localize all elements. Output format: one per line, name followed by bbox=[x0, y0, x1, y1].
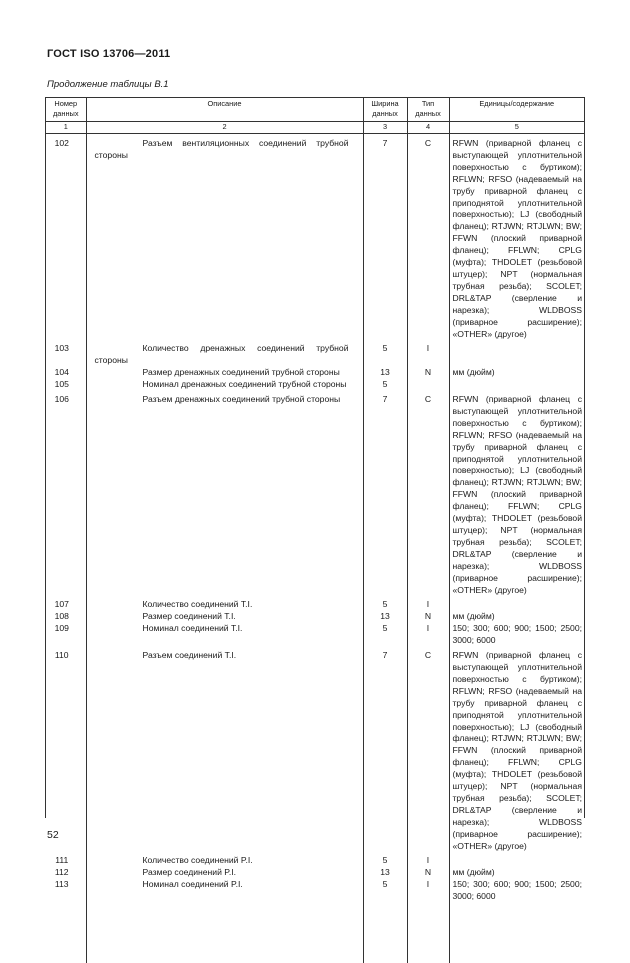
row-units-cell bbox=[449, 855, 584, 867]
row-units-cell: RFWN (приварной фланец с выступающей уплотнительной поверхностью с буртиком); RFLWN; RFSO (надеваемый на трубу приварной фланец с приподнятой уплотнительной поверхностью); LJ (свободный фланец); RTJWN; RTJLWN; BW; FFWN (плоский приварной фланец); FFLWN; CPLG (муфта); THDOLET (резьбовой штуцер); NPT (нормальная трубная резьба); SCOLET; DRL&TAP (сверление и нарезка); WLDBOSS (приварное расширение); «OTHER» (другое) bbox=[452, 650, 582, 851]
table-row bbox=[46, 343, 584, 367]
row-number-cell: 108 bbox=[46, 611, 86, 623]
row-width-cell: 7 bbox=[363, 394, 407, 596]
column-number: 2 bbox=[86, 122, 363, 134]
row-description-cell bbox=[86, 367, 363, 379]
row-width-cell: 5 bbox=[363, 855, 407, 867]
document-title: ГОСТ ISO 13706—2011 bbox=[47, 48, 171, 60]
row-width-cell: 13 bbox=[363, 367, 407, 379]
table-row bbox=[46, 650, 584, 852]
row-type-cell: N bbox=[407, 611, 449, 623]
row-description-cell bbox=[86, 879, 363, 903]
row-number-cell: 111 bbox=[46, 855, 86, 867]
row-description-cell bbox=[86, 855, 363, 867]
row-number-cell: 105 bbox=[46, 379, 86, 391]
row-units-cell: 150; 300; 600; 900; 1500; 2500; 3000; 6000 bbox=[452, 879, 582, 902]
header-units: Единицы/содержание bbox=[449, 98, 584, 122]
row-number-cell: 106 bbox=[46, 394, 86, 596]
row-width-cell: 5 bbox=[363, 599, 407, 611]
row-number-cell: 102 bbox=[46, 134, 86, 341]
table-row bbox=[46, 599, 584, 611]
row-units-cell: RFWN (приварной фланец с выступающей уплотнительной поверхностью с буртиком); RFLWN; RFSO (надеваемый на трубу приварной фланец с приподнятой уплотнительной поверхностью); LJ (свободный фланец); RTJWN; RTJLWN; BW; FFWN (плоский приварной фланец); FFLWN; CPLG (муфта); THDOLET (резьбовой штуцер); NPT (нормальная трубная резьба); SCOLET; DRL&TAP (сверление и нарезка); WLDBOSS (приварное расширение); «OTHER» (другое) bbox=[452, 394, 582, 595]
row-description-text: Разъем вентиляционных соединений трубной стороны bbox=[94, 138, 349, 160]
row-width-cell: 5 bbox=[363, 623, 407, 647]
column-number: 1 bbox=[46, 122, 86, 134]
row-description-text: Размер соединений P.I. bbox=[142, 867, 237, 878]
row-type-cell: C bbox=[407, 134, 449, 341]
row-type-cell: C bbox=[407, 394, 449, 596]
filler-cell bbox=[46, 903, 86, 963]
row-description-cell bbox=[86, 394, 363, 596]
column-number: 3 bbox=[363, 122, 407, 134]
row-units-cell bbox=[449, 343, 584, 367]
row-number-cell: 107 bbox=[46, 599, 86, 611]
row-description-cell bbox=[86, 379, 363, 391]
row-number-cell: 103 bbox=[46, 343, 86, 367]
row-description-text: Количество соединений P.I. bbox=[142, 855, 253, 866]
table-row bbox=[46, 394, 584, 596]
row-width-cell: 5 bbox=[363, 343, 407, 367]
row-width-cell: 13 bbox=[363, 867, 407, 879]
row-description-cell bbox=[86, 134, 363, 341]
row-width-cell: 5 bbox=[363, 879, 407, 903]
row-number-cell: 109 bbox=[46, 623, 86, 647]
row-type-cell: I bbox=[407, 343, 449, 367]
row-number-cell: 112 bbox=[46, 867, 86, 879]
row-description-cell bbox=[86, 650, 363, 852]
header-type: Тип данных bbox=[407, 98, 449, 122]
table-filler-row bbox=[46, 903, 584, 963]
row-description-text: Разъем дренажных соединений трубной стороны bbox=[142, 394, 341, 405]
row-type-cell bbox=[407, 379, 449, 391]
data-table bbox=[46, 98, 584, 963]
table-row bbox=[46, 855, 584, 867]
row-description-text: Размер дренажных соединений трубной стороны bbox=[142, 367, 340, 378]
row-type-cell: I bbox=[407, 855, 449, 867]
row-width-cell: 7 bbox=[363, 650, 407, 852]
filler-cell bbox=[449, 903, 584, 963]
row-description-cell bbox=[86, 599, 363, 611]
table-caption: Продолжение таблицы В.1 bbox=[47, 79, 169, 90]
table-row bbox=[46, 867, 584, 879]
row-units-cell: 150; 300; 600; 900; 1500; 2500; 3000; 6000 bbox=[452, 623, 582, 646]
table-header-row bbox=[46, 98, 584, 122]
row-description-text: Количество дренажных соединений трубной стороны bbox=[94, 343, 349, 366]
row-width-cell: 5 bbox=[363, 379, 407, 391]
row-description-cell bbox=[86, 867, 363, 879]
row-units-cell bbox=[449, 599, 584, 611]
page-number: 52 bbox=[47, 829, 59, 841]
table-row bbox=[46, 611, 584, 623]
header-description: Описание bbox=[86, 98, 363, 122]
column-number-row bbox=[46, 122, 584, 134]
row-type-cell: I bbox=[407, 599, 449, 611]
row-description-text: Количество соединений T.I. bbox=[142, 599, 253, 610]
row-number-cell: 110 bbox=[46, 650, 86, 852]
row-description-text: Номинал дренажных соединений трубной стороны bbox=[142, 379, 347, 390]
column-number: 5 bbox=[449, 122, 584, 134]
table-row bbox=[46, 367, 584, 379]
filler-cell bbox=[86, 903, 363, 963]
row-description-cell bbox=[86, 343, 363, 367]
row-width-cell: 7 bbox=[363, 134, 407, 341]
row-type-cell: I bbox=[407, 879, 449, 903]
row-number-cell: 104 bbox=[46, 367, 86, 379]
row-description-text: Номинал соединений T.I. bbox=[142, 623, 243, 634]
row-description-cell bbox=[86, 623, 363, 647]
header-number: Номер данных bbox=[46, 98, 86, 122]
row-number-cell: 113 bbox=[46, 879, 86, 903]
column-number: 4 bbox=[407, 122, 449, 134]
row-type-cell: N bbox=[407, 367, 449, 379]
row-type-cell: N bbox=[407, 867, 449, 879]
row-description-text: Разъем соединений T.I. bbox=[142, 650, 237, 661]
row-units-cell: RFWN (приварной фланец с выступающей уплотнительной поверхностью с буртиком); RFLWN; RFSO (надеваемый на трубу приварной фланец с приподнятой уплотнительной поверхностью); LJ (свободный фланец); RTJWN; RTJLWN; BW; FFWN (плоский приварной фланец); FFLWN; CPLG (муфта); THDOLET (резьбовой штуцер); NPT (нормальная трубная резьба); SCOLET; DRL&TAP (сверление и нарезка); WLDBOSS (приварное расширение); «OTHER» (другое) bbox=[452, 138, 582, 339]
row-description-cell bbox=[86, 611, 363, 623]
row-width-cell: 13 bbox=[363, 611, 407, 623]
filler-cell bbox=[363, 903, 407, 963]
header-width: Ширина данных bbox=[363, 98, 407, 122]
row-units-cell: мм (дюйм) bbox=[452, 611, 495, 622]
row-type-cell: C bbox=[407, 650, 449, 852]
filler-cell bbox=[407, 903, 449, 963]
row-description-text: Номинал соединений P.I. bbox=[142, 879, 243, 890]
row-units-cell: мм (дюйм) bbox=[452, 867, 495, 878]
row-units-cell: мм (дюйм) bbox=[452, 367, 495, 378]
row-type-cell: I bbox=[407, 623, 449, 647]
table-row bbox=[46, 623, 584, 647]
row-description-text: Размер соединений T.I. bbox=[142, 611, 236, 622]
table-row bbox=[46, 134, 584, 341]
table-row bbox=[46, 379, 584, 391]
row-units-cell bbox=[449, 379, 584, 391]
table-row bbox=[46, 879, 584, 903]
